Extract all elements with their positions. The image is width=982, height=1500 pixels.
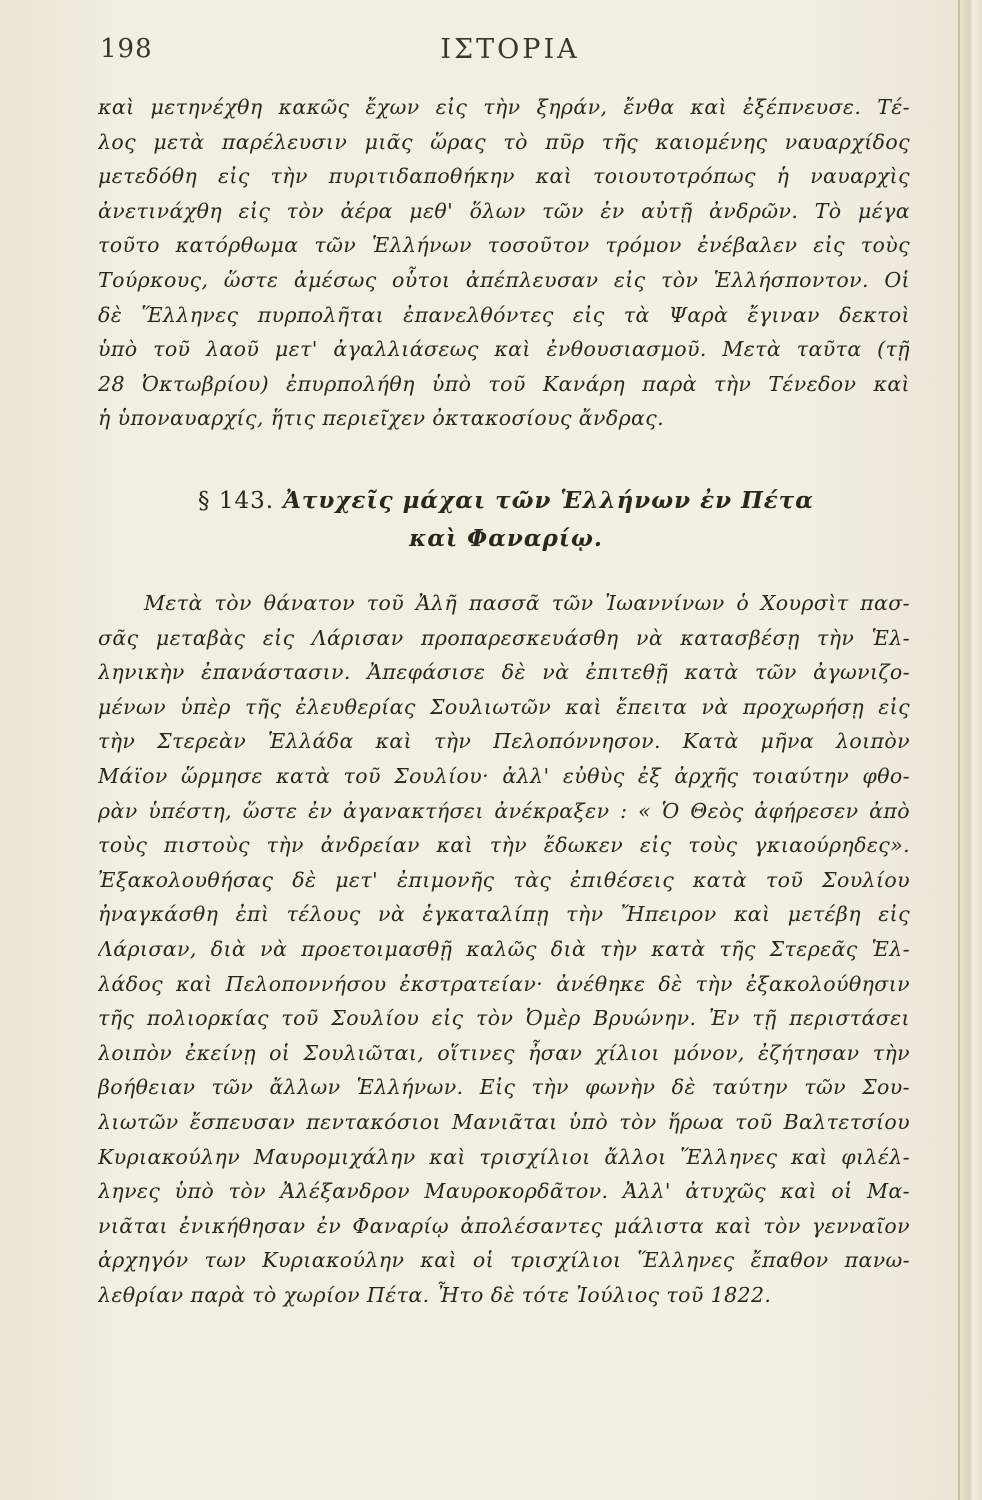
text-line: ἡ ὑποναυαρχίς, ἥτις περιεῖχεν ὀκτακοσίους ἄνδρας. — [98, 406, 665, 431]
text-line: λεθρίαν παρὰ τὸ χωρίον Πέτα. Ἦτο δὲ τότε Ἰούλιος τοῦ 1822. — [98, 1282, 772, 1307]
text-line: τοῦτο κατόρθωμα τῶν Ἑλλήνων τοσοῦτον τρόμον ἐνέβαλεν εἰς τοὺς — [98, 233, 910, 258]
text-line: σᾶς μεταβὰς εἰς Λάρισαν προπαρεσκευάσθη νὰ κατασβέσῃ τὴν Ἑλ- — [98, 625, 910, 650]
text-line: ληνικὴν ἐπανάστασιν. Ἀπεφάσισε δὲ νὰ ἐπιτεθῇ κατὰ τῶν ἀγωνιζο- — [98, 660, 910, 685]
section-title-part-1: Ἀτυχεῖς μάχαι τῶν Ἑλλήνων ἐν Πέτα — [283, 487, 814, 514]
book-spine-edge — [958, 0, 982, 1500]
section-number: § 143. — [198, 488, 275, 514]
text-line: ἀρχηγόν των Κυριακούλην καὶ οἱ τρισχίλιοι Ἕλληνες ἔπαθον πανω- — [98, 1248, 910, 1273]
text-line: λάδος καὶ Πελοποννήσου ἐκστρατείαν· ἀνέθηκε δὲ τὴν ἐξακολούθησιν — [98, 971, 910, 996]
text-line: ἠναγκάσθη ἐπὶ τέλους νὰ ἐγκαταλίπῃ τὴν Ἤπειρον καὶ μετέβη εἰς — [98, 902, 910, 927]
text-line: 28 Ὀκτωβρίου) ἐπυρπολήθη ὑπὸ τοῦ Κανάρη παρὰ τὴν Τένεδον καὶ — [98, 371, 910, 396]
section-heading-line-1 — [150, 482, 862, 520]
running-title: ΙΣΤΟΡΙΑ — [440, 34, 580, 65]
text-line: τῆς πολιορκίας τοῦ Σουλίου εἰς τὸν Ὀμὲρ Βρυώνην. Ἐν τῇ περιστάσει — [98, 1006, 910, 1031]
text-line: Μετὰ τὸν θάνατον τοῦ Ἀλῆ πασσᾶ τῶν Ἰωαννίνων ὁ Χουρσὶτ πασ- — [144, 591, 910, 615]
text-line: Λάρισαν, διὰ νὰ προετοιμασθῇ καλῶς διὰ τὴν κατὰ τῆς Στερεᾶς Ἑλ- — [98, 936, 910, 961]
page-number: 198 — [100, 34, 153, 64]
paragraph-continued — [98, 90, 910, 436]
text-line: τὴν Στερεὰν Ἑλλάδα καὶ τὴν Πελοπόννησον. Κατὰ μῆνα λοιπὸν — [98, 729, 910, 754]
text-line: ὑπὸ τοῦ λαοῦ μετ' ἀγαλλιάσεως καὶ ἐνθουσιασμοῦ. Μετὰ ταῦτα (τῇ — [98, 337, 910, 362]
text-line: Ἐξακολουθήσας δὲ μετ' ἐπιμονῆς τὰς ἐπιθέσεις κατὰ τοῦ Σουλίου — [98, 867, 910, 892]
section-body — [98, 586, 910, 1312]
text-line: μένων ὑπὲρ τῆς ἐλευθερίας Σουλιωτῶν καὶ ἔπειτα νὰ προχωρήσῃ εἰς — [98, 694, 910, 719]
section-heading — [150, 482, 862, 558]
section-title-part-2: καὶ Φαναρίῳ. — [409, 525, 603, 552]
page-header — [100, 34, 920, 74]
text-line: Μάϊον ὥρμησε κατὰ τοῦ Σουλίου· ἀλλ' εὐθὺς ἐξ ἀρχῆς τοιαύτην φθο- — [98, 763, 910, 788]
text-line: δὲ Ἕλληνες πυρπολῆται ἐπανελθόντες εἰς τὰ Ψαρὰ ἔγιναν δεκτοὶ — [98, 302, 910, 327]
text-line: λος μετὰ παρέλευσιν μιᾶς ὥρας τὸ πῦρ τῆς καιομένης ναυαρχίδος — [98, 129, 910, 154]
text-line: ἀνετινάχθη εἰς τὸν ἀέρα μεθ' ὅλων τῶν ἐν αὐτῇ ἀνδρῶν. Τὸ μέγα — [98, 198, 910, 223]
text-line: ληνες ὑπὸ τὸν Ἀλέξανδρον Μαυροκορδᾶτον. Ἀλλ' ἀτυχῶς καὶ οἱ Μα- — [98, 1179, 910, 1204]
text-line: νιᾶται ἐνικήθησαν ἐν Φαναρίῳ ἀπολέσαντες μάλιστα καὶ τὸν γενναῖον — [98, 1213, 910, 1238]
text-line: βοήθειαν τῶν ἄλλων Ἑλλήνων. Εἰς τὴν φωνὴν δὲ ταύτην τῶν Σου- — [98, 1075, 910, 1100]
text-line: ρὰν ὑπέστη, ὥστε ἐν ἀγανακτήσει ἀνέκραξεν : « Ὁ Θεὸς ἀφήρεσεν ἀπὸ — [98, 798, 910, 823]
text-line: Τούρκους, ὥστε ἀμέσως οὗτοι ἀπέπλευσαν εἰς τὸν Ἑλλήσποντον. Οἱ — [98, 267, 910, 292]
text-line: τοὺς πιστοὺς τὴν ἀνδρείαν καὶ τὴν ἔδωκεν εἰς τοὺς γκιαούρηδες». — [98, 833, 910, 858]
text-line: Κυριακούλην Μαυρομιχάλην καὶ τρισχίλιοι ἄλλοι Ἕλληνες καὶ φιλέλ- — [98, 1144, 910, 1169]
text-line: λιωτῶν ἔσπευσαν πεντακόσιοι Μανιᾶται ὑπὸ τὸν ἥρωα τοῦ Βαλτετσίου — [98, 1109, 910, 1134]
text-line: καὶ μετηνέχθη κακῶς ἔχων εἰς τὴν ξηράν, ἔνθα καὶ ἐξέπνευσε. Τέ- — [98, 95, 910, 119]
text-line: λοιπὸν ἐκείνῃ οἱ Σουλιῶται, οἵτινες ἦσαν χίλιοι μόνον, ἐζήτησαν τὴν — [98, 1040, 910, 1065]
text-line: μετεδόθη εἰς τὴν πυριτιδαποθήκην καὶ τοιουτοτρόπως ἡ ναυαρχὶς — [98, 164, 910, 189]
